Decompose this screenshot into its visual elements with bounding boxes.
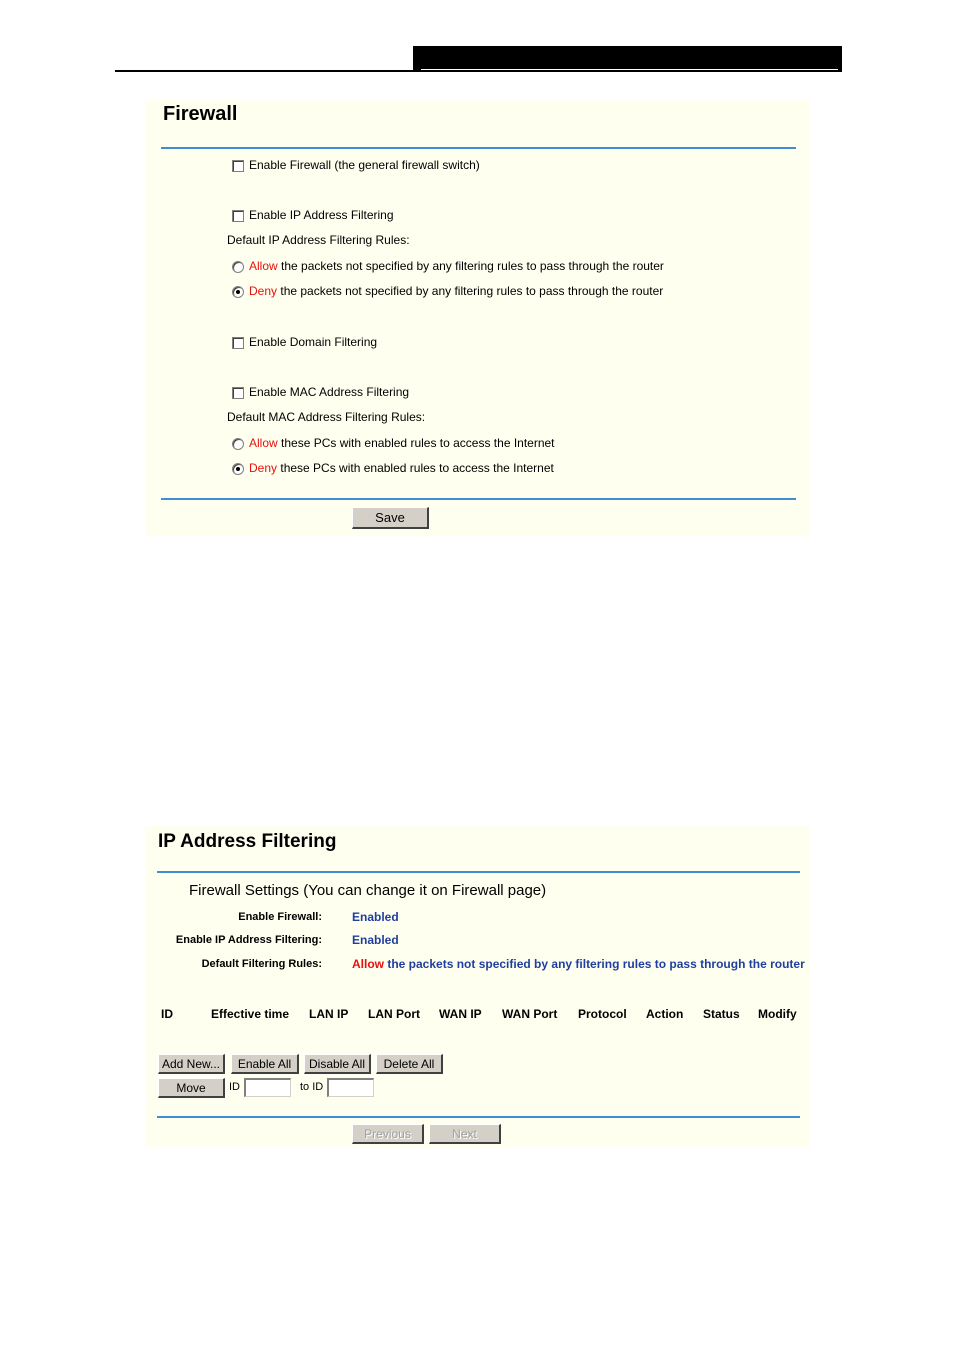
page-title: Firewall [163, 103, 238, 125]
enable-ip-filtering-checkbox[interactable] [232, 210, 244, 222]
allow-word: Allow [249, 436, 278, 450]
col-wan-ip: WAN IP [439, 1007, 482, 1021]
enable-ip-filtering-label: Enable IP Address Filtering: [175, 934, 322, 946]
move-button[interactable]: Move [158, 1078, 225, 1098]
default-rules-desc: the packets not specified by any filtering rules to pass through the router [387, 957, 805, 971]
ip-rules-label: Default IP Address Filtering Rules: [227, 233, 410, 247]
to-id-label: to ID [300, 1081, 324, 1093]
enable-ip-filtering-value: Enabled [352, 933, 399, 947]
enable-firewall-label: Enable Firewall: [238, 911, 322, 923]
ip-deny-label [249, 284, 663, 298]
mac-allow-label [249, 436, 555, 450]
col-protocol: Protocol [578, 1007, 627, 1021]
allow-desc: the packets not specified by any filtering rules to pass through the router [281, 259, 664, 273]
enable-mac-filtering-checkbox[interactable] [232, 387, 244, 399]
enable-firewall-label: Enable Firewall (the general firewall switch) [249, 158, 480, 172]
enable-all-button[interactable]: Enable All [231, 1054, 299, 1074]
previous-button[interactable]: Previous [352, 1124, 424, 1144]
header-bar [413, 46, 842, 72]
divider-bottom [157, 1116, 800, 1118]
move-from-id-input[interactable] [244, 1078, 291, 1097]
add-new-button[interactable]: Add New... [158, 1054, 225, 1074]
ip-filtering-panel [145, 826, 810, 1148]
enable-domain-filtering-label: Enable Domain Filtering [249, 335, 378, 349]
deny-desc: the packets not specified by any filtering rules to pass through the router [280, 284, 664, 298]
col-lan-ip: LAN IP [309, 1007, 349, 1021]
mac-allow-radio[interactable] [232, 438, 244, 450]
divider-top [157, 871, 800, 873]
enable-domain-filtering-checkbox[interactable] [232, 337, 244, 349]
col-action: Action [646, 1007, 684, 1021]
col-lan-port: LAN Port [368, 1007, 420, 1021]
move-to-id-input[interactable] [327, 1078, 374, 1097]
allow-word: Allow [249, 259, 278, 273]
next-button[interactable]: Next [429, 1124, 501, 1144]
save-button[interactable]: Save [352, 507, 429, 529]
disable-all-button[interactable]: Disable All [304, 1054, 371, 1074]
header-underline [115, 70, 413, 72]
default-rules-value [352, 957, 805, 971]
col-wan-port: WAN Port [502, 1007, 558, 1021]
ip-filtering-title: IP Address Filtering [158, 831, 337, 852]
col-effective-time: Effective time [211, 1007, 290, 1021]
firewall-settings-heading: Firewall Settings (You can change it on Firewall page) [189, 882, 547, 899]
deny-word: Deny [249, 284, 278, 298]
firewall-panel [145, 100, 810, 536]
enable-mac-filtering-label: Enable MAC Address Filtering [249, 385, 410, 399]
enable-ip-filtering-label: Enable IP Address Filtering [249, 208, 394, 222]
mac-deny-label [249, 461, 554, 475]
allow-word: Allow [352, 957, 384, 971]
ip-deny-radio[interactable] [232, 286, 244, 298]
mac-deny-radio[interactable] [232, 463, 244, 475]
divider-bottom [161, 498, 796, 500]
enable-firewall-checkbox[interactable] [232, 160, 244, 172]
ip-allow-radio[interactable] [232, 261, 244, 273]
deny-desc: these PCs with enabled rules to access the Internet [280, 461, 554, 475]
col-id: ID [161, 1007, 173, 1021]
divider-top [161, 147, 796, 149]
default-rules-label: Default Filtering Rules: [201, 958, 322, 970]
mac-rules-label: Default MAC Address Filtering Rules: [227, 410, 426, 424]
allow-desc: these PCs with enabled rules to access the Internet [281, 436, 555, 450]
id-label: ID [229, 1081, 240, 1093]
deny-word: Deny [249, 461, 278, 475]
delete-all-button[interactable]: Delete All [376, 1054, 443, 1074]
col-modify: Modify [758, 1007, 797, 1021]
ip-allow-label [249, 259, 664, 273]
enable-firewall-value: Enabled [352, 910, 399, 924]
col-status: Status [703, 1007, 740, 1021]
